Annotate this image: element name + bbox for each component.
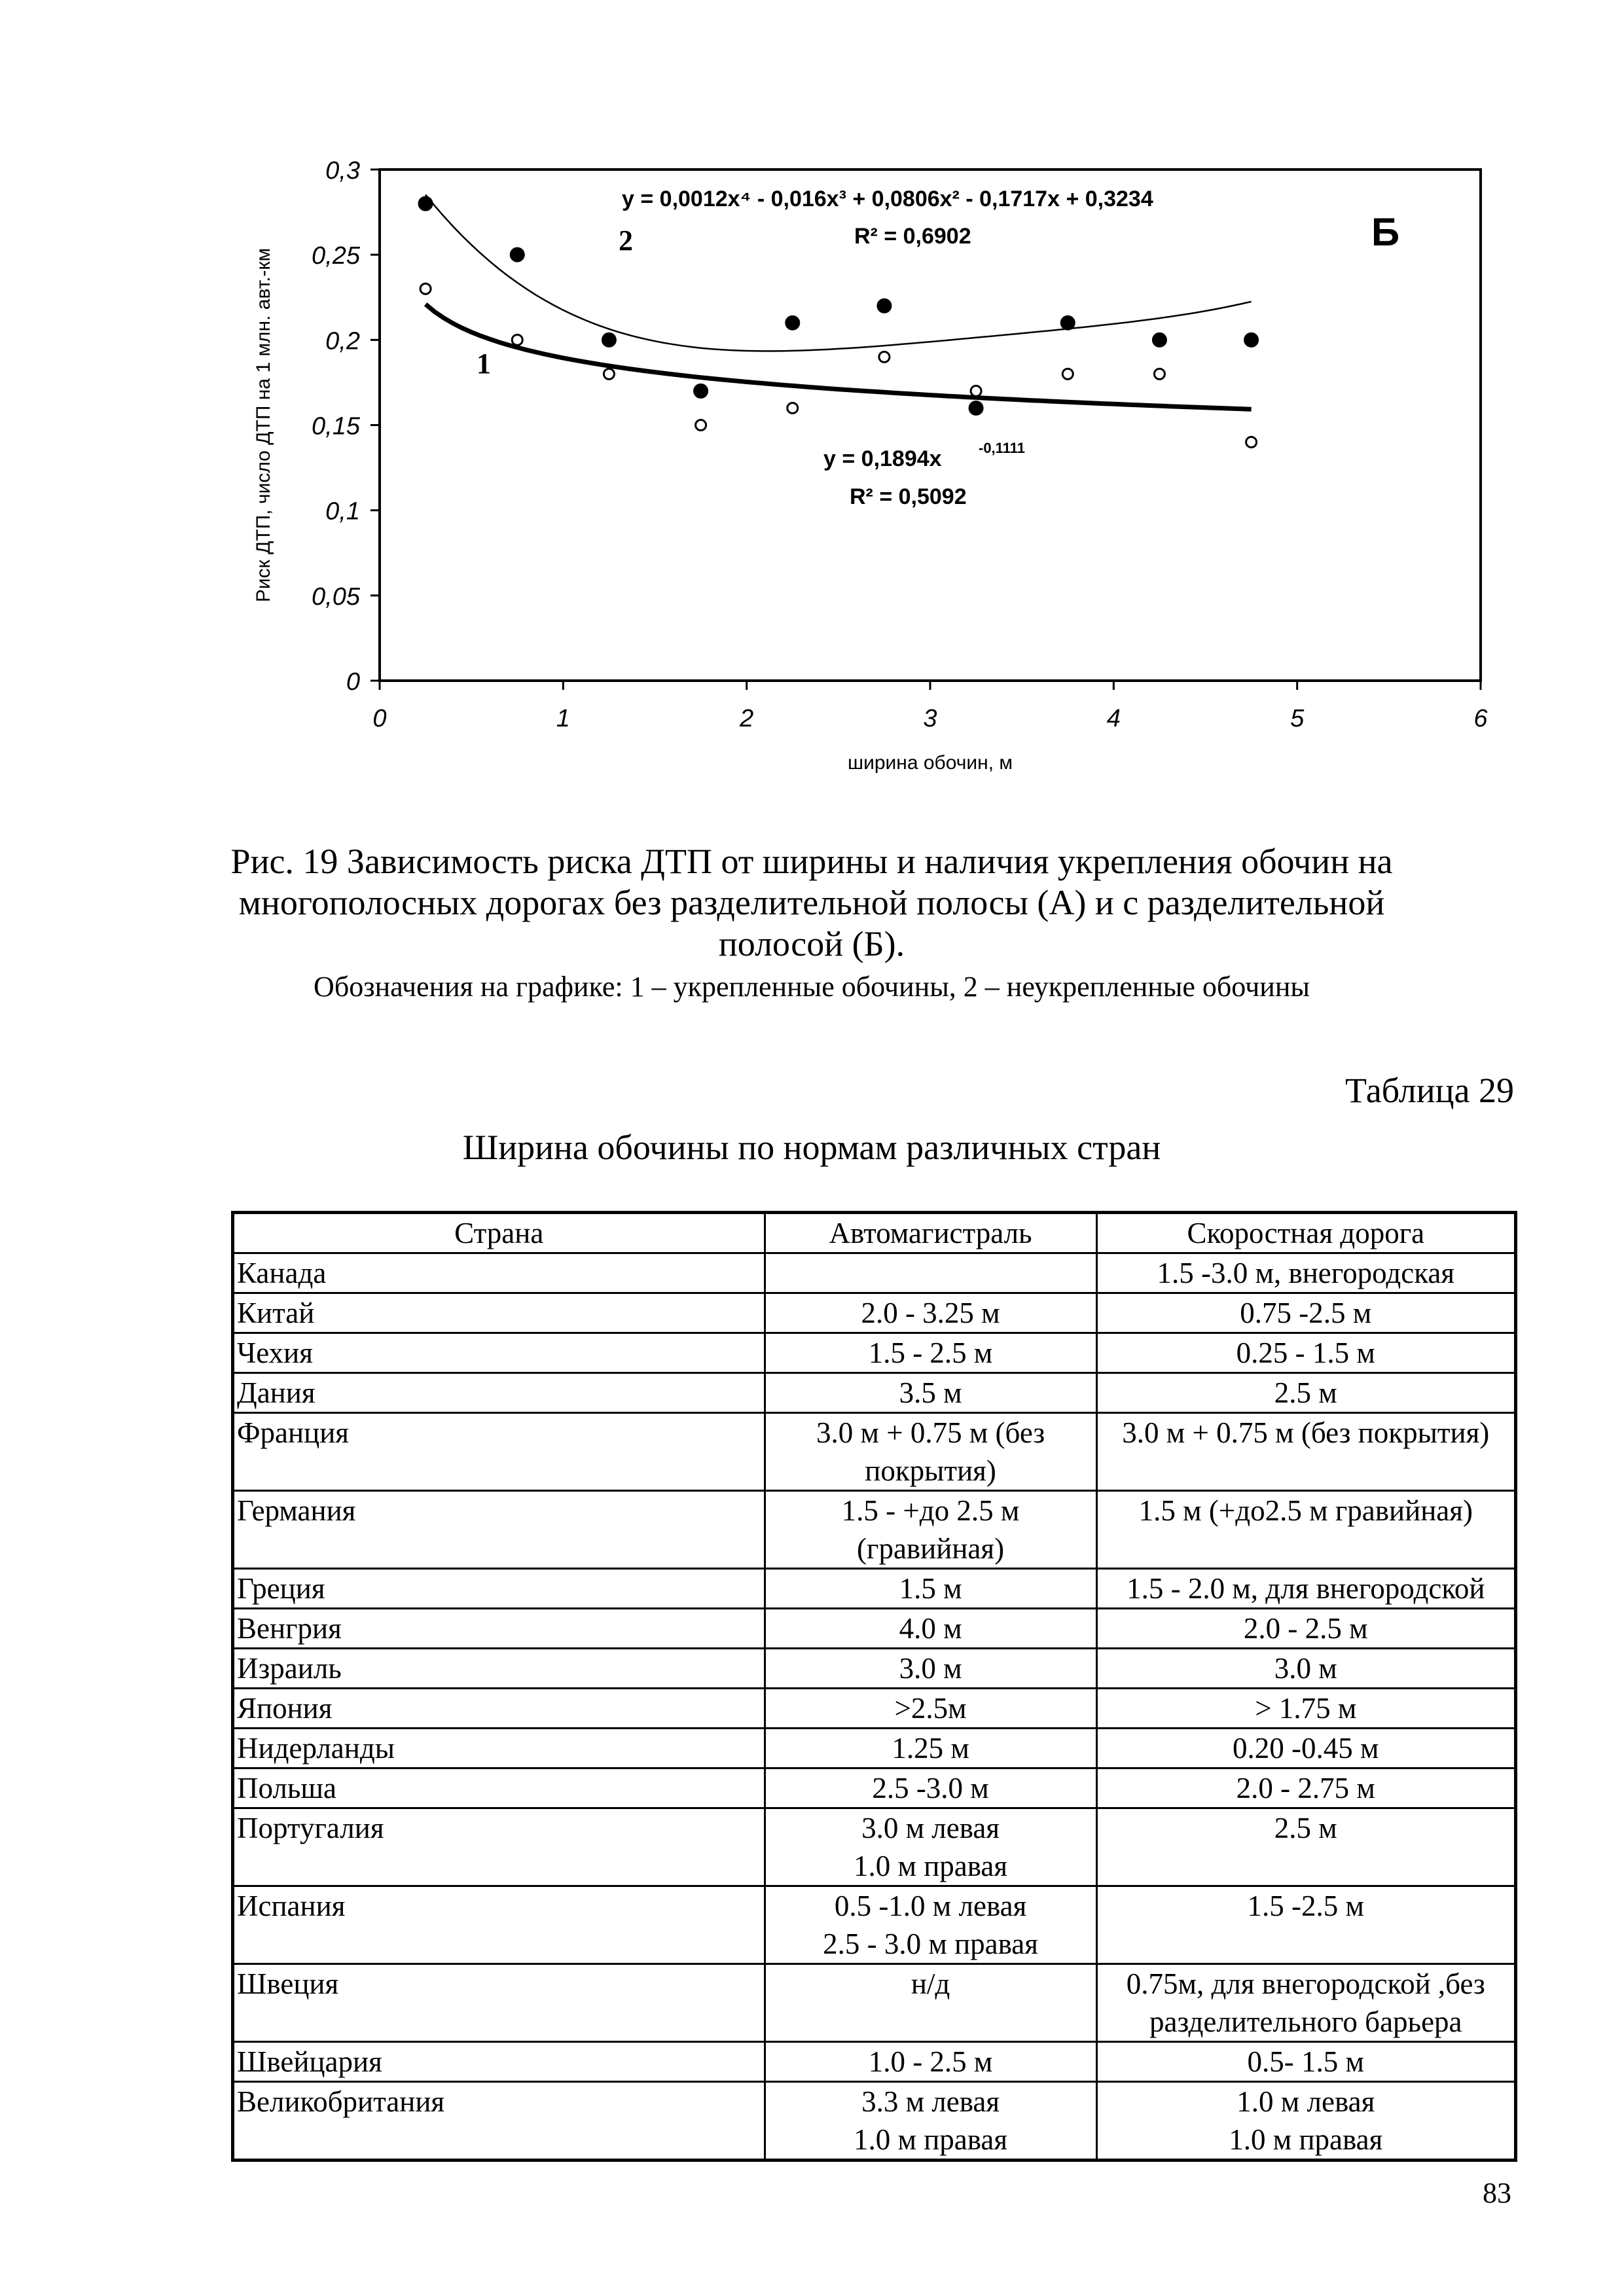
- figure-caption-line3: полосой (Б).: [718, 924, 905, 963]
- table-row: [233, 1373, 1516, 1413]
- equation-series-1: y = 0,1894x: [823, 446, 942, 471]
- expressway-cell: 3.0 м + 0.75 м (без покрытия): [1096, 1413, 1515, 1491]
- country-cell: Дания: [233, 1373, 765, 1413]
- figure-caption-line2: многополосных дорогах без разделительной полосы (А) и с разделительной: [238, 883, 1385, 922]
- country-cell: Швеция: [233, 1964, 765, 2042]
- data-point-series-1: [971, 386, 981, 396]
- country-cell: Нидерланды: [233, 1729, 765, 1768]
- table-header-row: [233, 1213, 1516, 1253]
- motorway-cell: 1.5 м: [765, 1569, 1096, 1609]
- table-row: [233, 1491, 1516, 1569]
- motorway-cell: 4.0 м: [765, 1609, 1096, 1649]
- data-point-series-1: [1062, 368, 1073, 379]
- data-point-series-1: [420, 283, 431, 294]
- motorway-cell: н/д: [765, 1964, 1096, 2042]
- x-axis-label: ширина обочин, м: [848, 752, 1013, 774]
- data-point-series-1: [512, 334, 522, 345]
- equation-series-2: y = 0,0012x⁴ - 0,016x³ + 0,0806x² - 0,1717x + 0,3234: [622, 187, 1153, 211]
- table-row: [233, 2042, 1516, 2082]
- r2-series-2: R² = 0,6902: [854, 224, 971, 249]
- expressway-cell: 1.0 м левая 1.0 м правая: [1096, 2082, 1515, 2161]
- y-tick-label: 0,3: [325, 157, 360, 185]
- x-tick-label: 2: [740, 705, 754, 732]
- motorway-cell: 2.0 - 3.25 м: [765, 1293, 1096, 1333]
- equation-exponent-series-1: -0,1111: [979, 440, 1025, 456]
- data-point-series-1: [696, 420, 706, 431]
- data-point-series-2: [1245, 333, 1258, 346]
- data-point-series-2: [695, 384, 708, 397]
- x-tick-label: 3: [923, 705, 937, 732]
- page-number: 83: [1483, 2177, 1511, 2209]
- expressway-cell: 0.20 -0.45 м: [1096, 1729, 1515, 1768]
- data-point-series-2: [878, 299, 891, 312]
- expressway-cell: 1.5 м (+до2.5 м гравийная): [1096, 1491, 1515, 1569]
- trend-line-1: [425, 304, 1252, 410]
- r2-series-1: R² = 0,5092: [850, 484, 967, 509]
- motorway-cell: 1.0 - 2.5 м: [765, 2042, 1096, 2082]
- data-point-series-2: [511, 248, 524, 261]
- shoulder-width-table: [231, 1211, 1517, 2162]
- x-tick-label: 1: [556, 705, 570, 732]
- country-cell: Франция: [233, 1413, 765, 1491]
- motorway-cell: 3.0 м левая 1.0 м правая: [765, 1808, 1096, 1886]
- x-tick-label: 6: [1473, 705, 1488, 732]
- data-point-series-2: [419, 197, 432, 210]
- expressway-cell: 0.25 - 1.5 м: [1096, 1333, 1515, 1373]
- y-tick-label: 0,15: [312, 412, 360, 440]
- x-tick-label: 4: [1106, 705, 1121, 732]
- data-point-series-1: [1154, 368, 1164, 379]
- trend-line-2: [425, 194, 1252, 351]
- expressway-cell: 0.75 -2.5 м: [1096, 1293, 1515, 1333]
- country-cell: Великобритания: [233, 2082, 765, 2161]
- data-point-series-1: [879, 351, 890, 362]
- motorway-cell: 3.5 м: [765, 1373, 1096, 1413]
- table-title: Ширина обочины по нормам различных стран: [462, 1128, 1161, 1167]
- table-row: [233, 1649, 1516, 1689]
- motorway-cell: 1.5 - 2.5 м: [765, 1333, 1096, 1373]
- series-label-1: 1: [477, 348, 491, 380]
- table-row: [233, 1729, 1516, 1768]
- motorway-cell: 3.0 м: [765, 1649, 1096, 1689]
- table-row: [233, 1768, 1516, 1808]
- table-row: [233, 1689, 1516, 1729]
- table-row: [233, 1569, 1516, 1609]
- country-cell: Чехия: [233, 1333, 765, 1373]
- expressway-cell: 0.75м, для внегородской ,без разделительного барьера: [1096, 1964, 1515, 2042]
- data-point-series-1: [1246, 437, 1257, 448]
- risk-chart: [0, 0, 1624, 805]
- table-row: [233, 1609, 1516, 1649]
- data-point-series-2: [1061, 316, 1074, 329]
- motorway-cell: 1.5 - +до 2.5 м (гравийная): [765, 1491, 1096, 1569]
- x-tick-label: 0: [372, 705, 387, 732]
- table-row: [233, 1413, 1516, 1491]
- country-cell: Китай: [233, 1293, 765, 1333]
- country-cell: Венгрия: [233, 1609, 765, 1649]
- table-row: [233, 1333, 1516, 1373]
- header-expressway: Скоростная дорога: [1096, 1213, 1515, 1253]
- expressway-cell: > 1.75 м: [1096, 1689, 1515, 1729]
- country-cell: Япония: [233, 1689, 765, 1729]
- table-row: [233, 1808, 1516, 1886]
- y-tick-label: 0: [346, 668, 360, 696]
- expressway-cell: 1.5 - 2.0 м, для внегородской: [1096, 1569, 1515, 1609]
- data-point-series-1: [604, 368, 614, 379]
- header-motorway: Автомагистраль: [765, 1213, 1096, 1253]
- x-tick-label: 5: [1290, 705, 1305, 732]
- country-cell: Польша: [233, 1768, 765, 1808]
- expressway-cell: 1.5 -2.5 м: [1096, 1886, 1515, 1964]
- country-cell: Германия: [233, 1491, 765, 1569]
- y-tick-label: 0,2: [325, 327, 360, 355]
- table-row: [233, 1886, 1516, 1964]
- y-tick-label: 0,1: [325, 497, 360, 526]
- expressway-cell: 2.5 м: [1096, 1808, 1515, 1886]
- y-axis-label: Риск ДТП, число ДТП на 1 млн. авт.-км: [253, 247, 274, 603]
- data-point-series-2: [969, 401, 983, 414]
- figure-legend-note: Обозначения на графике: 1 – укрепленные обочины, 2 – неукрепленные обочины: [314, 971, 1310, 1003]
- expressway-cell: 2.0 - 2.75 м: [1096, 1768, 1515, 1808]
- country-cell: Испания: [233, 1886, 765, 1964]
- expressway-cell: 2.5 м: [1096, 1373, 1515, 1413]
- table-row: [233, 1964, 1516, 2042]
- table-number: Таблица 29: [1345, 1071, 1514, 1110]
- y-tick-label: 0,25: [312, 242, 360, 270]
- table-row: [233, 1253, 1516, 1293]
- data-point-series-2: [786, 316, 799, 329]
- y-tick-label: 0,05: [312, 583, 360, 611]
- data-point-series-2: [602, 333, 615, 346]
- motorway-cell: [765, 1253, 1096, 1293]
- motorway-cell: 3.0 м + 0.75 м (без покрытия): [765, 1413, 1096, 1491]
- country-cell: Канада: [233, 1253, 765, 1293]
- figure-caption-line1: Рис. 19 Зависимость риска ДТП от ширины и наличия укрепления обочин на: [230, 842, 1393, 881]
- expressway-cell: 0.5- 1.5 м: [1096, 2042, 1515, 2082]
- expressway-cell: 3.0 м: [1096, 1649, 1515, 1689]
- country-cell: Греция: [233, 1569, 765, 1609]
- table-row: [233, 1293, 1516, 1333]
- data-point-series-1: [787, 403, 798, 413]
- motorway-cell: 2.5 -3.0 м: [765, 1768, 1096, 1808]
- expressway-cell: 1.5 -3.0 м, внегородская: [1096, 1253, 1515, 1293]
- country-cell: Португалия: [233, 1808, 765, 1886]
- data-point-series-2: [1153, 333, 1166, 346]
- country-cell: Израиль: [233, 1649, 765, 1689]
- country-cell: Швейцария: [233, 2042, 765, 2082]
- motorway-cell: 1.25 м: [765, 1729, 1096, 1768]
- table-row: [233, 2082, 1516, 2161]
- motorway-cell: 0.5 -1.0 м левая 2.5 - 3.0 м правая: [765, 1886, 1096, 1964]
- series-label-2: 2: [619, 224, 633, 257]
- panel-label: Б: [1371, 210, 1400, 254]
- expressway-cell: 2.0 - 2.5 м: [1096, 1609, 1515, 1649]
- motorway-cell: 3.3 м левая 1.0 м правая: [765, 2082, 1096, 2161]
- header-country: Страна: [233, 1213, 765, 1253]
- motorway-cell: >2.5м: [765, 1689, 1096, 1729]
